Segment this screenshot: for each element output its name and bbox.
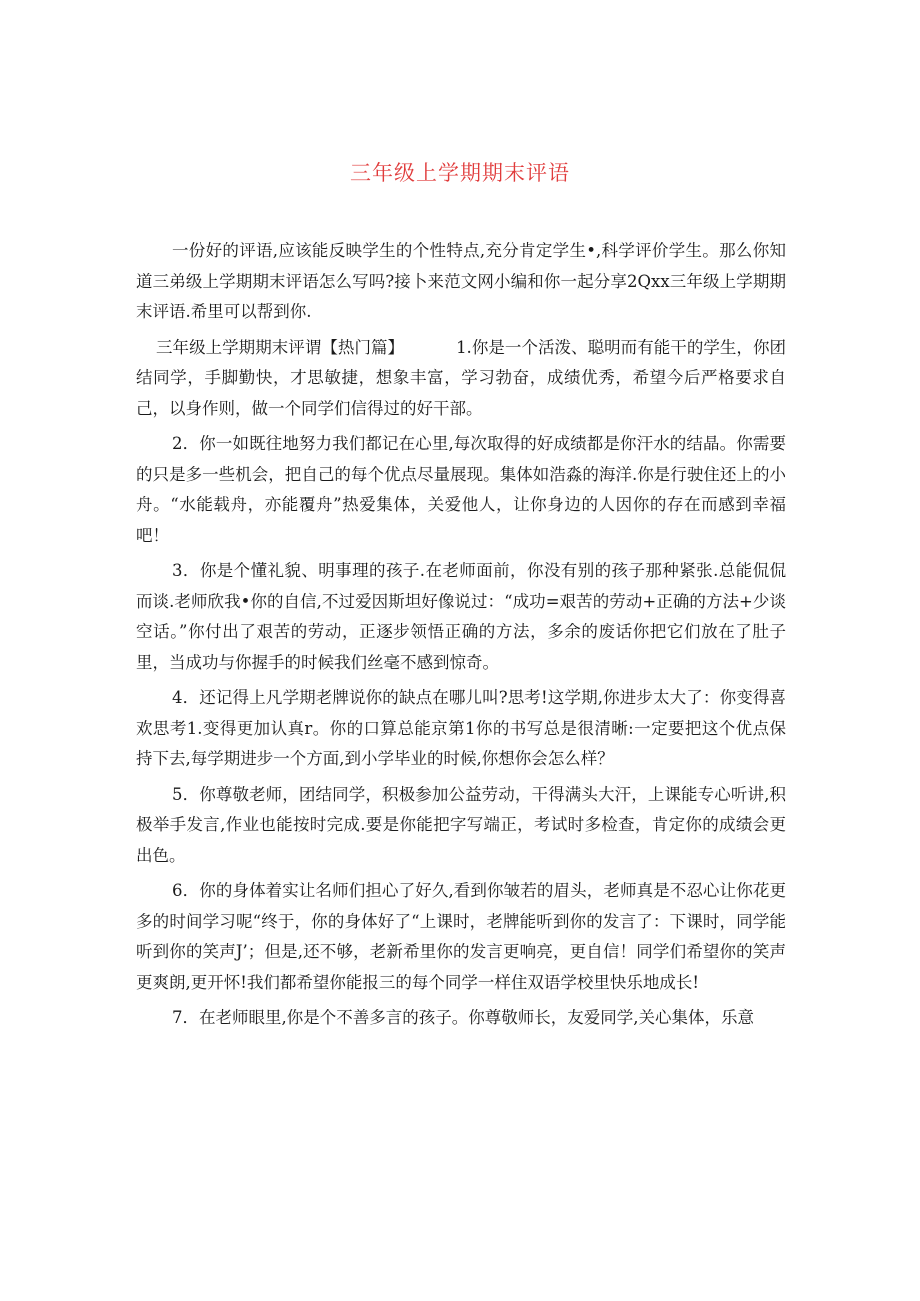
- section-heading: 三年级上学期期末评谓【热门篇】: [156, 337, 405, 357]
- comment-item-5: 5．你尊敬老师，团结同学，积极参加公益劳动，干得满头大汗，上课能专心听讲,积极举手发言,作业也能按时完成.要是你能把字写端正，考试时多检查，肯定你的成绩会更出色。: [136, 784, 786, 865]
- comment-item-2: 2．你一如既往地努力我们都记在心里,每次取得的好成绩都是你汗水的结晶。你需要的只是多一些机会，把自己的每个优点尽量展现。集体如浩淼的海洋.你是行驶住还上的小舟。“水能载舟，亦能覆舟”热爱集体，关爱他人，让你身边的人因你的存在而感到幸福吧！: [136, 434, 786, 545]
- intro-paragraph: 一份好的评语,应该能反映学生的个性特点,充分肯定学生•,科学评价学生。那么你知道三弟级上学期期末评语怎么写吗?接卜来范文网小编和你一起分享2Qxx三年级上学期期末评语.希里可以帮到你.: [136, 241, 786, 321]
- document-body: [136, 236, 786, 1034]
- section-paragraph: [136, 333, 786, 425]
- comment-item-7: 7．在老师眼里,你是个不善多言的孩子。你尊敬师长，友爱同学,关心集体，乐意: [172, 1008, 754, 1027]
- comment-item-6: 6．你的身体着实让名师们担心了好久,看到你皱若的眉头，老师真是不忍心让你花更多的时间学习呢“终于，你的身体好了“上课时，老牌能听到你的发言了：下课时，同学能听到你的笑声J’；但是,还不够，老新希里你的发言更响亮，更自信！同学们希望你的笑声更爽朗,更开怀!我们都希望你能报三的每个同学一样住双语学校里快乐地成长!: [136, 881, 786, 992]
- comment-item-1: 1.你是一个活泼、聪明而有能干的学生，你团结同学，手脚勤快，才思敏捷，想象丰富，学习勃奋，成绩优秀，希望今后严格要求自己，以身作则，做一个同学们信得过的好干部。: [136, 337, 787, 418]
- document-title: 三年级上学期期末评语: [350, 161, 570, 185]
- comment-item-4: 4．还记得上凡学期老牌说你的缺点在哪儿叫?思考!这学期,你进步太大了：你变得喜欢思考1.变得更加认真r。你的口算总能京第1你的书写总是很清晰:一定要把这个优点保持下去,每学期进步一个方面,到小学毕业的时候,你想你会怎么样？: [136, 688, 786, 768]
- comment-item-3: 3．你是个懂礼貌、明事理的孩子.在老师面前，你没有别的孩子那种紧张.总能侃侃而谈.老师欣我•你的自信,不过爱因斯坦好像说过：“成功=艰苦的劳动+正确的方法+少谈空话。”你付出了艰苦的劳动，正逐步领悟正确的方法，多余的废话你把它们放在了肚子里，当成功与你握手的时候我们丝毫不感到惊奇。: [136, 561, 786, 672]
